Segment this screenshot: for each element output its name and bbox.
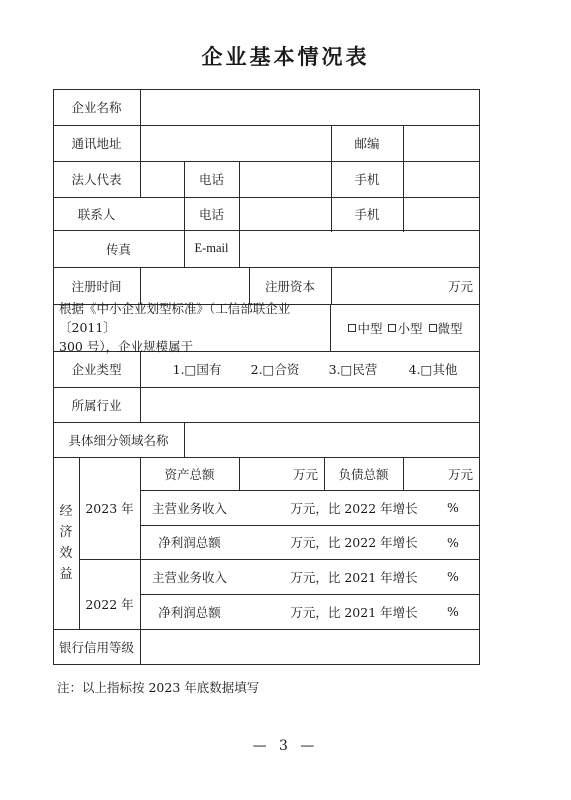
page-number: — 3 — xyxy=(252,738,319,754)
contact-phone-field[interactable] xyxy=(239,197,331,230)
reg-capital-label: 注册资本 xyxy=(264,278,315,294)
footnote: 注：以上指标按 2023 年底数据填写 xyxy=(57,680,260,695)
net-profit-2022-percent: % xyxy=(447,604,459,619)
scale-micro-checkbox[interactable] xyxy=(429,324,437,332)
reg-capital-unit: 万元 xyxy=(447,278,473,294)
year-2023-label: 2023 年 xyxy=(85,501,134,516)
type-private-option[interactable]: 3.□民营 xyxy=(328,362,378,377)
subfield-label: 具体细分领域名称 xyxy=(68,432,169,448)
main-revenue-2023-percent: % xyxy=(447,500,459,515)
legal-rep-mobile-field[interactable] xyxy=(403,161,479,197)
total-assets-unit: 万元 xyxy=(292,466,318,482)
type-other-option[interactable]: 4.□其他 xyxy=(408,362,458,377)
legal-rep-label: 法人代表 xyxy=(71,172,122,187)
contact-phone-label: 电话 xyxy=(198,206,224,222)
industry-label: 所属行业 xyxy=(71,397,122,413)
contact-label: 联系人 xyxy=(77,206,116,222)
subfield-field[interactable] xyxy=(184,422,479,457)
main-revenue-2022-growth: 万元，比 2021 年增长 xyxy=(290,569,418,585)
address-label: 通讯地址 xyxy=(71,136,122,151)
email-field[interactable] xyxy=(239,230,479,267)
industry-field[interactable] xyxy=(140,387,479,422)
reg-time-label: 注册时间 xyxy=(71,278,122,294)
net-profit-2023-percent: % xyxy=(447,534,459,550)
page-title: 企业基本情况表 xyxy=(201,44,370,69)
postcode-label: 邮编 xyxy=(354,136,380,151)
scale-description xyxy=(53,301,330,354)
main-revenue-2022-label: 主营业务收入 xyxy=(151,569,227,585)
total-liab-unit: 万元 xyxy=(447,466,473,482)
net-profit-2022-label: 净利润总额 xyxy=(158,604,221,620)
net-profit-2022-growth: 万元，比 2021 年增长 xyxy=(290,604,418,620)
net-profit-2023-growth: 万元，比 2022 年增长 xyxy=(290,535,418,550)
email-label: E-mail xyxy=(194,241,229,255)
postcode-field[interactable] xyxy=(403,125,479,161)
econ-benefit-label: 经 济 效 益 xyxy=(59,504,73,582)
bank-credit-label: 银行信用等级 xyxy=(58,640,134,655)
scale-desc-line2: 300 号），企业规模属于 xyxy=(59,339,194,354)
scale-options xyxy=(330,304,479,351)
scale-medium-label: 中型 xyxy=(357,320,383,336)
type-joint-venture-option[interactable]: 2.□合资 xyxy=(250,362,300,377)
scale-small-checkbox[interactable] xyxy=(388,324,396,332)
scale-desc-line1: 根据《中小企业划型标准》（工信部联企业〔2011〕 xyxy=(59,301,291,335)
fax-label: 传真 xyxy=(105,241,131,257)
contact-mobile-label: 手机 xyxy=(354,206,380,222)
scale-small-label: 小型 xyxy=(397,320,423,336)
ent-type-label: 企业类型 xyxy=(71,362,122,377)
type-state-owned-option[interactable]: 1.□国有 xyxy=(172,362,222,377)
company-name-field[interactable] xyxy=(140,89,480,125)
total-assets-label: 资产总额 xyxy=(164,466,215,482)
legal-rep-phone-label: 电话 xyxy=(198,172,224,187)
main-revenue-2022-percent: % xyxy=(447,569,459,584)
legal-rep-phone-field[interactable] xyxy=(239,161,331,197)
scale-micro-label: 微型 xyxy=(437,320,463,336)
legal-rep-mobile-label: 手机 xyxy=(354,172,380,187)
main-revenue-2023-label: 主营业务收入 xyxy=(151,500,227,516)
contact-mobile-field[interactable] xyxy=(403,197,479,230)
net-profit-2023-label: 净利润总额 xyxy=(158,535,221,550)
legal-rep-field[interactable] xyxy=(140,161,184,197)
enterprise-info-table xyxy=(53,89,480,665)
scale-medium-checkbox[interactable] xyxy=(348,324,356,332)
year-2022-label: 2022 年 xyxy=(85,597,134,612)
bank-credit-field[interactable] xyxy=(140,629,479,665)
company-name-label: 企业名称 xyxy=(71,100,122,115)
contact-field[interactable] xyxy=(140,197,184,230)
address-field[interactable] xyxy=(140,125,331,161)
total-liab-label: 负债总额 xyxy=(338,466,389,482)
main-revenue-2023-growth: 万元，比 2022 年增长 xyxy=(290,500,418,516)
